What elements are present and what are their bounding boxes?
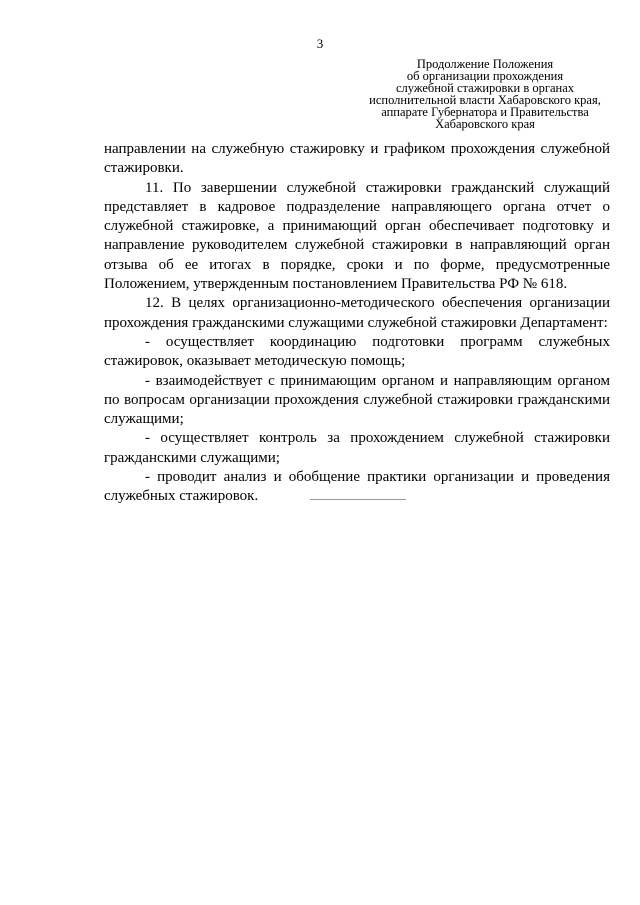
paragraph-continuation: направлении на служебную стажировку и графиком прохождения служебной стажировки. <box>104 141 610 177</box>
page-number: 3 <box>316 36 324 51</box>
header-line: аппарате Губернатора и Правительства <box>381 105 589 119</box>
header-line: служебной стажировки в органах <box>395 81 575 95</box>
end-of-document-divider <box>310 499 406 500</box>
list-item-control: - осуществляет контроль за прохождением служебной стажировки гражданскими служащими; <box>104 430 610 466</box>
document-body <box>104 140 610 507</box>
paragraph-item-12: 12. В целях организационно-методического обеспечения организации прохождения гражданскими служащими служебной стажировки Департамент: <box>104 295 610 331</box>
list-item-analysis: - проводит анализ и обобщение практики организации и проведения служебных стажировок. <box>104 469 610 505</box>
paragraph-item-11: 11. По завершении служебной стажировки гражданский служащий представляет в кадровое подразделение направляющего органа отчет о служебной стажировке, а принимающий орган обеспечивает подготовку и направление руководителем служебной стажировки в направляющий орган отзыва об ее итогах в порядке, сроки и по форме, предусмотренные Положением, утвержденным постановлением Правительства РФ № 618. <box>104 179 610 293</box>
list-item-interaction: - взаимодействует с принимающим органом и направляющим органом по вопросам организации прохождения служебной стажировки гражданскими служащими; <box>104 372 610 428</box>
header-line: Продолжение Положения <box>416 57 554 71</box>
header-line: Хабаровского края <box>435 117 535 131</box>
document-continuation-header <box>360 58 610 130</box>
header-line: исполнительной власти Хабаровского края, <box>369 93 601 107</box>
list-item-coordination: - осуществляет координацию подготовки программ служебных стажировок, оказывает методическую помощь; <box>104 333 610 370</box>
header-line: об организации прохождения <box>406 69 564 83</box>
